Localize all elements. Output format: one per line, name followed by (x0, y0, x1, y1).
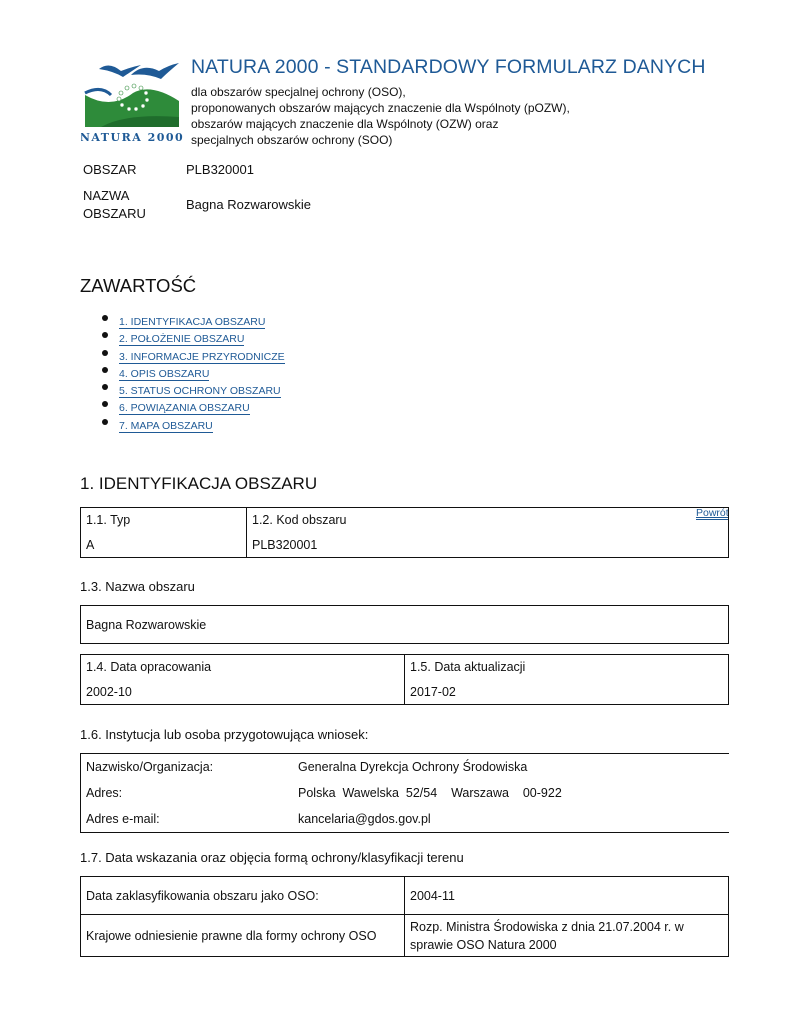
typ-value: A (81, 533, 247, 558)
table-row (81, 915, 729, 957)
page-title: NATURA 2000 - STANDARDOWY FORMULARZ DANYCH (191, 56, 706, 78)
contents-link-identyfikacja[interactable]: 1. IDENTYFIKACJA OBSZARU (119, 316, 266, 328)
data-aktualizacji-label: 1.5. Data aktualizacji (405, 655, 729, 680)
contents-item (100, 416, 285, 433)
obszar-value: PLB320001 (186, 162, 254, 177)
inst-value: Generalna Dyrekcja Ochrony Środowiska (298, 760, 528, 774)
data-opracowania-value: 2002-10 (81, 680, 405, 705)
nazwa-obszaru-value: Bagna Rozwarowskie (186, 197, 312, 212)
data-aktualizacji-value: 2017-02 (405, 680, 729, 705)
bullet-icon (102, 350, 108, 356)
contents-item (100, 364, 285, 381)
obszar-label: OBSZAR (83, 162, 137, 177)
bullet-icon (102, 332, 108, 338)
dates-table (80, 654, 729, 705)
nazwa-value: Bagna Rozwarowskie (81, 606, 729, 644)
contents-list (100, 312, 285, 433)
bullet-icon (102, 401, 108, 407)
contents-item (100, 381, 285, 398)
daty-wskazania-table (80, 876, 729, 957)
instytucja-heading: 1.6. Instytucja lub osoba przygotowująca wniosek: (80, 727, 369, 742)
contents-link-status[interactable]: 5. STATUS OCHRONY OBSZARU (119, 385, 281, 398)
contents-item (100, 329, 285, 346)
contents-link-mapa[interactable]: 7. MAPA OBSZARU (119, 419, 213, 432)
bullet-icon (102, 315, 108, 321)
data-opracowania-label: 1.4. Data opracowania (81, 655, 405, 680)
inst-value: kancelaria@gdos.gov.pl (298, 812, 431, 826)
contents-heading: ZAWARTOŚĆ (80, 275, 197, 296)
typ-label: 1.1. Typ (81, 508, 247, 533)
natura-2000-logo (81, 55, 183, 145)
bullet-icon (102, 419, 108, 425)
contents-link-informacje[interactable]: 3. INFORMACJE PRZYRODNICZE (119, 350, 285, 363)
bullet-icon (102, 384, 108, 390)
inst-value: Polska Wawelska 52/54 Warszawa 00-922 (298, 786, 562, 800)
nazwa-table (80, 605, 729, 644)
subtitle-line: specjalnych obszarów ochrony (SOO) (191, 133, 393, 147)
page-subtitle (191, 84, 570, 148)
table-row (81, 806, 730, 833)
contents-item (100, 312, 285, 329)
contents-link-opis[interactable]: 4. OPIS OBSZARU (119, 367, 210, 380)
kod-value: PLB320001 (247, 533, 729, 558)
instytucja-table (80, 753, 729, 833)
contents-link-powiazania[interactable]: 6. POWIĄZANIA OBSZARU (119, 402, 250, 415)
subtitle-line: dla obszarów specjalnej ochrony (OSO), (191, 85, 406, 99)
daty-wskazania-heading: 1.7. Data wskazania oraz objęcia formą ochrony/klasyfikacji terenu (80, 850, 464, 865)
table-row (81, 877, 729, 915)
subtitle-line: proponowanych obszarów mających znaczenie dla Wspólnoty (pOZW), (191, 101, 570, 115)
table-row (81, 754, 730, 781)
type-code-table (80, 507, 729, 558)
date-row-label: Data zaklasyfikowania obszaru jako OSO: (81, 877, 405, 915)
date-row-value: 2004-11 (405, 877, 729, 915)
table-row (81, 780, 730, 806)
date-row-label: Krajowe odniesienie prawne dla formy ochrony OSO (81, 915, 405, 957)
bullet-icon (102, 367, 108, 373)
inst-label: Adres: (86, 786, 123, 800)
kod-label: 1.2. Kod obszaru (247, 508, 729, 533)
inst-label: Adres e-mail: (86, 812, 160, 826)
date-row-value: Rozp. Ministra Środowiska z dnia 21.07.2004 r. w sprawie OSO Natura 2000 (405, 915, 729, 957)
nazwa-obszaru-label (83, 187, 146, 223)
subtitle-line: obszarów mających znaczenie dla Wspólnoty (OZW) oraz (191, 117, 499, 131)
contents-item (100, 398, 285, 415)
back-link[interactable]: Powrót (696, 507, 729, 519)
nazwa-obszaru-heading: 1.3. Nazwa obszaru (80, 579, 195, 594)
contents-link-polozenie[interactable]: 2. POŁOŻENIE OBSZARU (119, 333, 245, 346)
contents-item (100, 347, 285, 364)
inst-label: Nazwisko/Organizacja: (86, 760, 214, 774)
section-heading: 1. IDENTYFIKACJA OBSZARU (80, 474, 318, 493)
nazwa-label-line: NAZWA (83, 188, 130, 203)
nazwa-label-line: OBSZARU (83, 206, 146, 221)
logo-text: NATURA 2000 (81, 131, 183, 144)
